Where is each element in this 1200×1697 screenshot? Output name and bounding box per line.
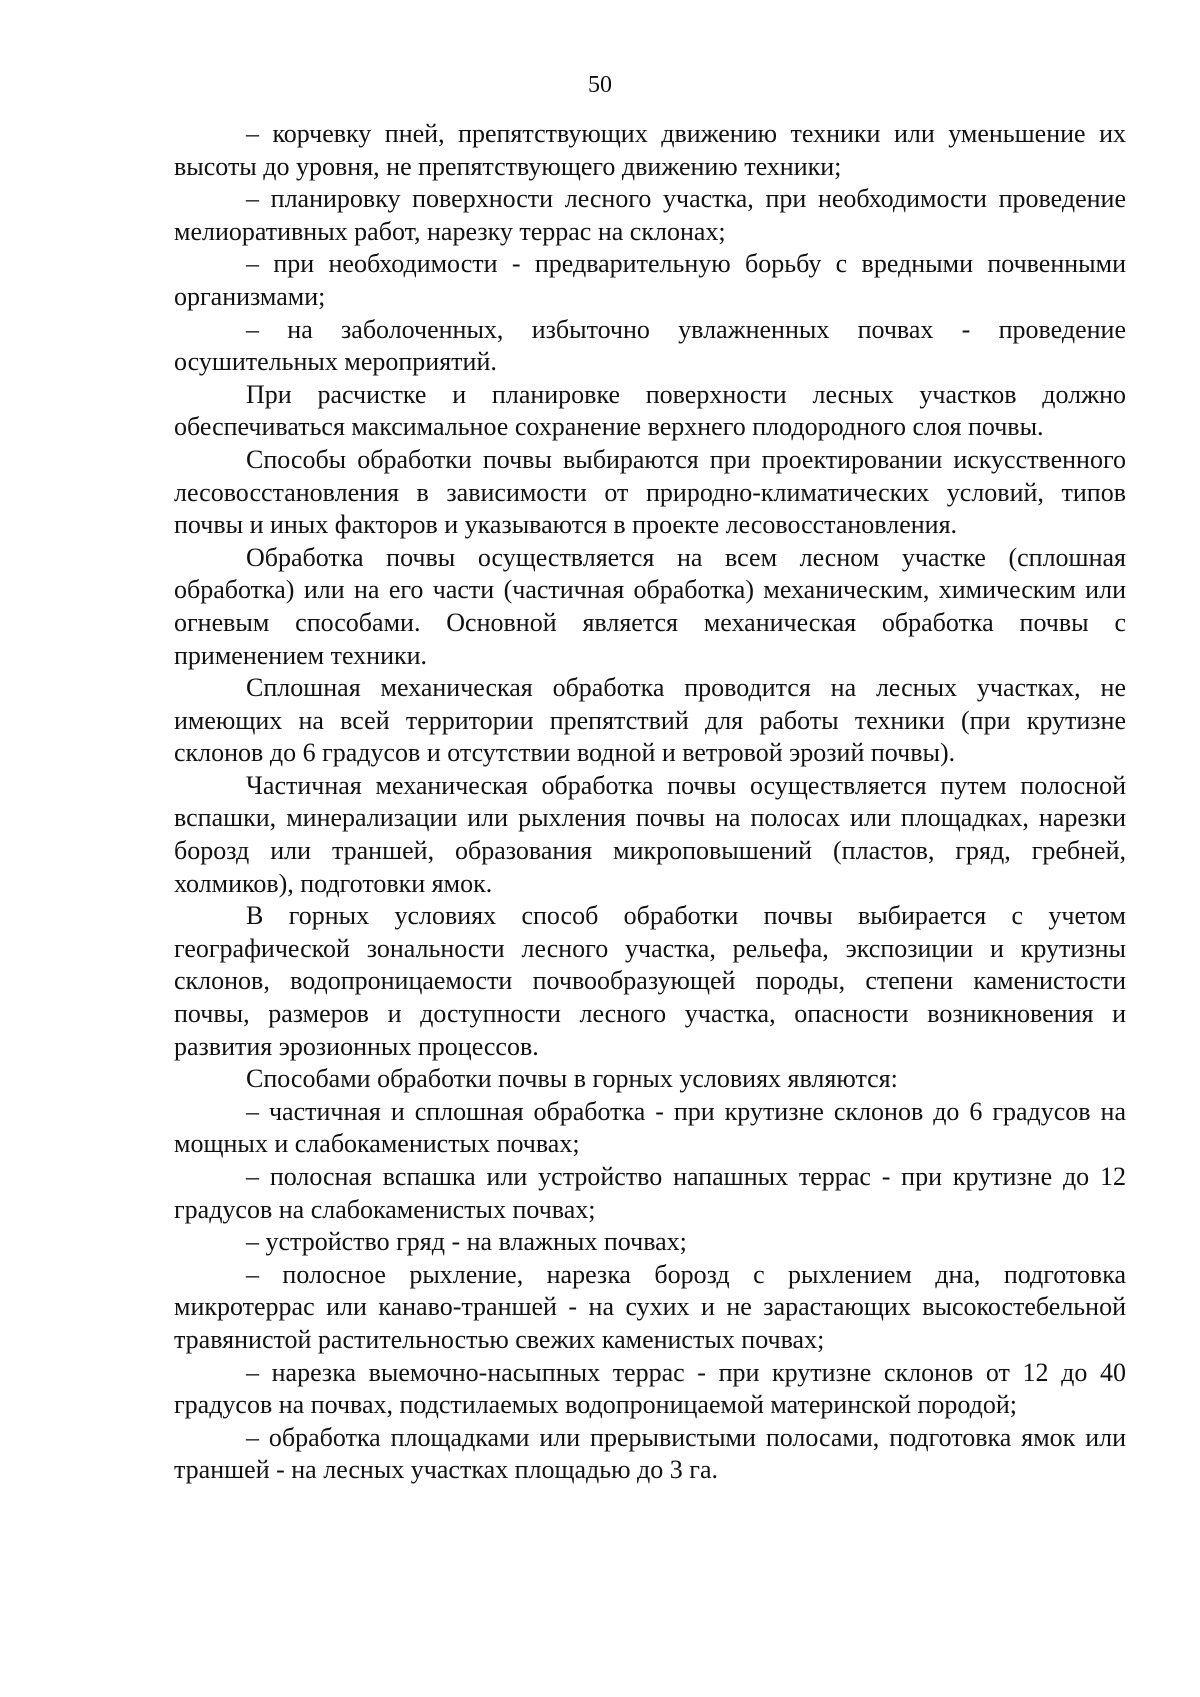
paragraph: – планировку поверхности лесного участка, при необходимости проведение мелиоративных работ, нарезку террас на склонах; <box>174 184 1126 246</box>
paragraph: – частичная и сплошная обработка - при крутизне склонов до 6 градусов на мощных и слабокаменистых почвах; <box>174 1096 1126 1159</box>
paragraph: В горных условиях способ обработки почвы выбирается с учетом географической зональности лесного участка, рельефа, экспозиции и крутизны склонов, водопроницаемости почвообразующей породы, степени каменистости почвы, размеров и доступности лесного участка, опасности возникновения и развития эрозионных процессов. <box>174 901 1126 1061</box>
paragraph: Обработка почвы осуществляется на всем лесном участке (сплошная обработка) или на его части (частичная обработка) механическим, химическим или огневым способами. Основной является механическая обработка почвы с применением техники. <box>174 542 1126 670</box>
paragraph: – устройство гряд - на влажных почвах; <box>246 1227 687 1257</box>
paragraph: – на заболоченных, избыточно увлажненных почвах - проведение осушительных мероприятий. <box>174 314 1126 377</box>
document-body <box>174 118 1126 1487</box>
paragraph: – полосное рыхление, нарезка борозд с рыхлением дна, подготовка микротеррас или канаво-траншей - на сухих и не зарастающих высокостебельной травянистой растительностью свежих каменистых почвах; <box>174 1259 1126 1354</box>
paragraph: – корчевку пней, препятствующих движению техники или уменьшение их высоты до уровня, не препятствующего движению техники; <box>174 119 1126 181</box>
paragraph: Частичная механическая обработка почвы осуществляется путем полосной вспашки, минерализации или рыхления почвы на полосах или площадках, нарезки борозд или траншей, образования микроповышений (пластов, гряд, гребней, холмиков), подготовки ямок. <box>174 770 1126 898</box>
paragraph: – полосная вспашка или устройство напашных террас - при крутизне до 12 градусов на слабокаменистых почвах; <box>174 1162 1126 1224</box>
paragraph: Сплошная механическая обработка проводится на лесных участках, не имеющих на всей территории препятствий для работы техники (при крутизне склонов до 6 градусов и отсутствии водной и ветровой эрозий почвы). <box>174 673 1126 768</box>
paragraph: – нарезка выемочно-насыпных террас - при крутизне склонов от 12 до 40 градусов на почвах, подстилаемых водопроницаемой материнской породой; <box>174 1357 1126 1420</box>
paragraph: Способы обработки почвы выбираются при проектировании искусственного лесовосстановления в зависимости от природно-климатических условий, типов почвы и иных факторов и указываются в проекте лесовосстановления. <box>174 444 1126 540</box>
page-number: 50 <box>588 72 612 98</box>
paragraph: Способами обработки почвы в горных условиях являются: <box>246 1064 898 1094</box>
paragraph: При расчистке и планировке поверхности лесных участков должно обеспечиваться максимальное сохранение верхнего плодородного слоя почвы. <box>174 379 1126 442</box>
paragraph: – обработка площадками или прерывистыми полосами, подготовка ямок или траншей - на лесных участках площадью до 3 га. <box>174 1422 1126 1485</box>
paragraph: – при необходимости - предварительную борьбу с вредными почвенными организмами; <box>174 249 1126 311</box>
